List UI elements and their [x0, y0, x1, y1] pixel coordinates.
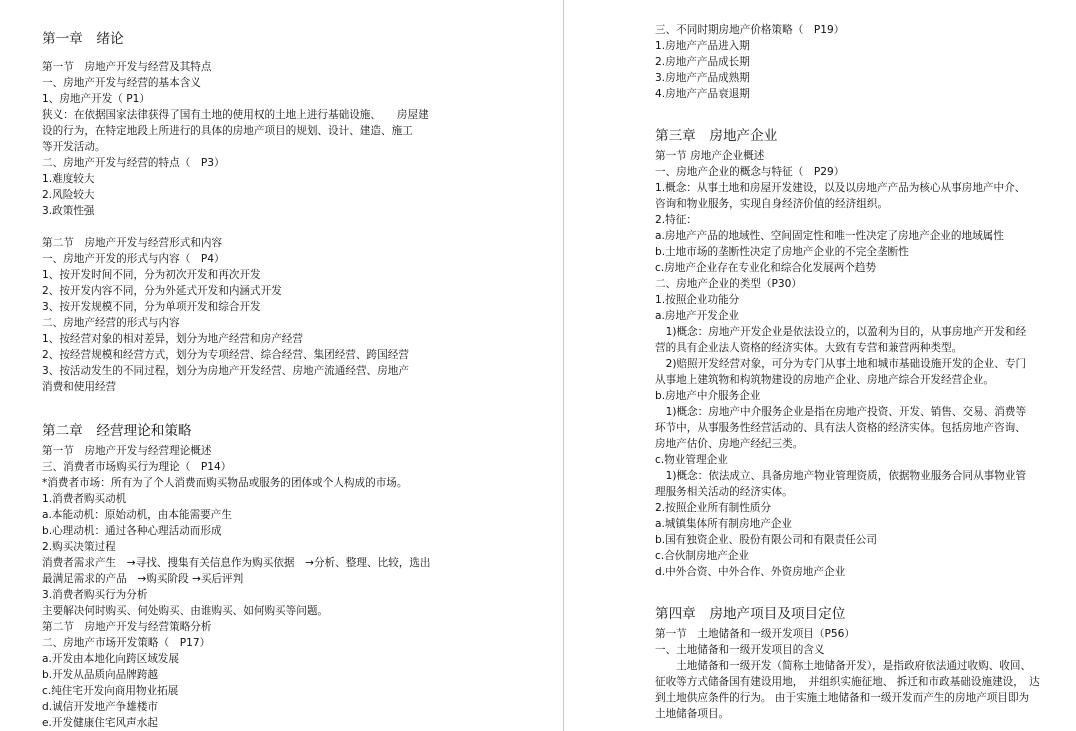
subsection-title: 二、房地产市场开发策略（ P17） — [42, 637, 211, 649]
list-item: 2.购买决策过程 — [42, 541, 116, 553]
chapter-4-title: 第四章 房地产项目及项目定位 — [655, 606, 846, 622]
list-item: 1、按开发时间不同，分为初次开发和再次开发 — [42, 269, 261, 281]
section-title: 第一节 房地产开发与经营及其特点 — [42, 61, 212, 73]
list-item: 1.难度较大 — [42, 173, 95, 185]
text-line: 房地产估价、房地产经纪三类。 — [655, 438, 804, 450]
subsection-title: 一、房地产企业的概念与特征（ P29） — [655, 166, 845, 178]
list-item: c.纯住宅开发向商用物业拓展 — [42, 685, 179, 697]
list-item: a.房地产产品的地域性、空间固定性和唯一性决定了房地产企业的地域属性 — [655, 230, 1004, 242]
section-title: 第二节 房地产开发与经营形式和内容 — [42, 237, 223, 249]
list-item: c.房地产企业存在专业化和综合化发展两个趋势 — [655, 262, 877, 274]
text-line: 从事地上建筑物和构筑物建设的房地产企业、房地产综合开发经营企业。 — [655, 374, 994, 386]
text-line: 设的行为，在特定地段上所进行的具体的房地产项目的规划、设计、建造、施工 — [42, 125, 413, 137]
list-item: 2.特征： — [655, 214, 697, 226]
list-item: b.国有独资企业、股份有限公司和有限责任公司 — [655, 534, 877, 546]
list-item: 3、按开发规模不同，分为单项开发和综合开发 — [42, 301, 261, 313]
list-item: 消费和使用经营 — [42, 381, 117, 393]
text-line: *消费者市场：所有为了个人消费而购买物品或服务的团体或个人构成的市场。 — [42, 477, 408, 489]
subsection-title: 二、房地产企业的类型（P30） — [655, 278, 802, 290]
list-item: 1.房地产产品进入期 — [655, 40, 750, 52]
list-item: 3.房地产产品成熟期 — [655, 72, 750, 84]
list-item: 1.按照企业功能分 — [655, 294, 740, 306]
list-item: b.房地产中介服务企业 — [655, 390, 761, 402]
subsection-title: 三、不同时期房地产价格策略（ P19） — [655, 24, 845, 36]
subsection-title: 二、房地产经营的形式与内容 — [42, 317, 180, 329]
subsection-title: 三、消费者市场购买行为理论（ P14） — [42, 461, 232, 473]
list-item: b.开发从品质向品牌跨越 — [42, 669, 159, 681]
subsection-title: 二、房地产开发与经营的特点（ P3） — [42, 157, 225, 169]
text-line: 1、房地产开发（ P1） — [42, 93, 150, 105]
text-line: 环节中，从事服务性经营活动的、具有法人资格的经济实体。包括房地产咨询、 — [655, 422, 1026, 434]
list-item: c.合伙制房地产企业 — [655, 550, 749, 562]
list-item: b.心理动机：通过各种心理活动而形成 — [42, 525, 222, 537]
list-item: a.本能动机：原始动机，由本能需要产生 — [42, 509, 232, 521]
list-item: d.中外合资、中外合作、外资房地产企业 — [655, 566, 846, 578]
chapter-2-title: 第二章 经营理论和策略 — [42, 423, 192, 439]
text-line: 1)概念：房地产中介服务企业是指在房地产投资、开发、销售、交易、消费等 — [655, 406, 1027, 418]
text-line: 主要解决何时购买、何处购买、由谁购买、如何购买等问题。 — [42, 605, 329, 617]
right-page-content — [655, 0, 1076, 722]
text-line: 营的具有企业法人资格的经济实体。大致有专营和兼营两种类型。 — [655, 342, 963, 354]
list-item: a.房地产开发企业 — [655, 310, 740, 322]
list-item: c.物业管理企业 — [655, 454, 728, 466]
text-line: 狭义：在依据国家法律获得了国有土地的使用权的土地上进行基础设施、 房屋建 — [42, 109, 429, 121]
text-line: 咨询和物业服务，实现自身经济价值的经济组织。 — [655, 198, 889, 210]
section-title: 第二节 房地产开发与经营策略分析 — [42, 621, 212, 633]
chapter-1-title: 第一章 绪论 — [42, 31, 124, 47]
list-item: 1、按经营对象的相对差异，划分为地产经营和房产经营 — [42, 333, 303, 345]
text-line: 理服务相关活动的经济实体。 — [655, 486, 793, 498]
list-item: e.开发健康住宅风声水起 — [42, 717, 158, 729]
list-item: 3、按活动发生的不同过程，划分为房地产开发经营、房地产流通经营、房地产 — [42, 365, 409, 377]
subsection-title: 一、房地产开发的形式与内容（ P4） — [42, 253, 225, 265]
chapter-3-title: 第三章 房地产企业 — [655, 128, 778, 144]
text-line: 最满足需求的产品 →购买阶段 →买后评判 — [42, 573, 244, 585]
text-line: 消费者需求产生 →寻找、搜集有关信息作为购买依据 →分析、整理、比较，选出 — [42, 557, 431, 569]
section-title: 第一节 房地产开发与经营理论概述 — [42, 445, 212, 457]
subsection-title: 一、土地储备和一级开发项目的含义 — [655, 644, 825, 656]
left-page-content — [42, 0, 542, 731]
list-item: 2.房地产产品成长期 — [655, 56, 750, 68]
list-item: 1.消费者购买动机 — [42, 493, 127, 505]
list-item: 2、按开发内容不同，分为外延式开发和内涵式开发 — [42, 285, 282, 297]
list-item: 2.风险较大 — [42, 189, 95, 201]
list-item: a.城镇集体所有制房地产企业 — [655, 518, 792, 530]
subsection-title: 一、房地产开发与经营的基本含义 — [42, 77, 201, 89]
text-line: 2)赔照开发经营对象，可分为专门从事土地和城市基础设施开发的企业、专门 — [655, 358, 1027, 370]
list-item: a.开发由本地化向跨区域发展 — [42, 653, 179, 665]
list-item: 3.政策性强 — [42, 205, 95, 217]
text-line: 1.概念：从事土地和房屋开发建设，以及以房地产产品为核心从事房地产中介、 — [655, 182, 1026, 194]
list-item: d.诚信开发地产争雄楼市 — [42, 701, 159, 713]
text-line: 征收等方式储备国有建设用地， 并组织实施征地、 拆迁和市政基础设施建设， 达 — [655, 676, 1040, 688]
right-page — [566, 0, 1076, 731]
text-line: 到土地供应条件的行为。 由于实施土地储备和一级开发而产生的房地产项目即为 — [655, 692, 1030, 704]
list-item: 4.房地产产品衰退期 — [655, 88, 750, 100]
list-item: 2、按经营规模和经营方式，划分为专项经营、综合经营、集团经营、跨国经营 — [42, 349, 409, 361]
text-line: 土地储备和一级开发（简称土地储备开发），是指政府依法通过收购、收回、 — [655, 660, 1032, 672]
text-line: 土地储备项目。 — [655, 708, 730, 720]
list-item: b.土地市场的垄断性决定了房地产企业的不完全垄断性 — [655, 246, 909, 258]
section-title: 第一节 房地产企业概述 — [655, 150, 765, 162]
text-line: 1)概念：依法成立、具备房地产物业管理资质，依据物业服务合同从事物业管 — [655, 470, 1027, 482]
text-line: 等开发活动。 — [42, 141, 106, 153]
page-divider — [563, 0, 564, 731]
list-item: 3.消费者购买行为分析 — [42, 589, 148, 601]
list-item: 2.按照企业所有制性质分 — [655, 502, 772, 514]
section-title: 第一节 土地储备和一级开发项目（P56） — [655, 628, 855, 640]
text-line: 1)概念：房地产开发企业是依法设立的，以盈利为目的，从事房地产开发和经 — [655, 326, 1027, 338]
